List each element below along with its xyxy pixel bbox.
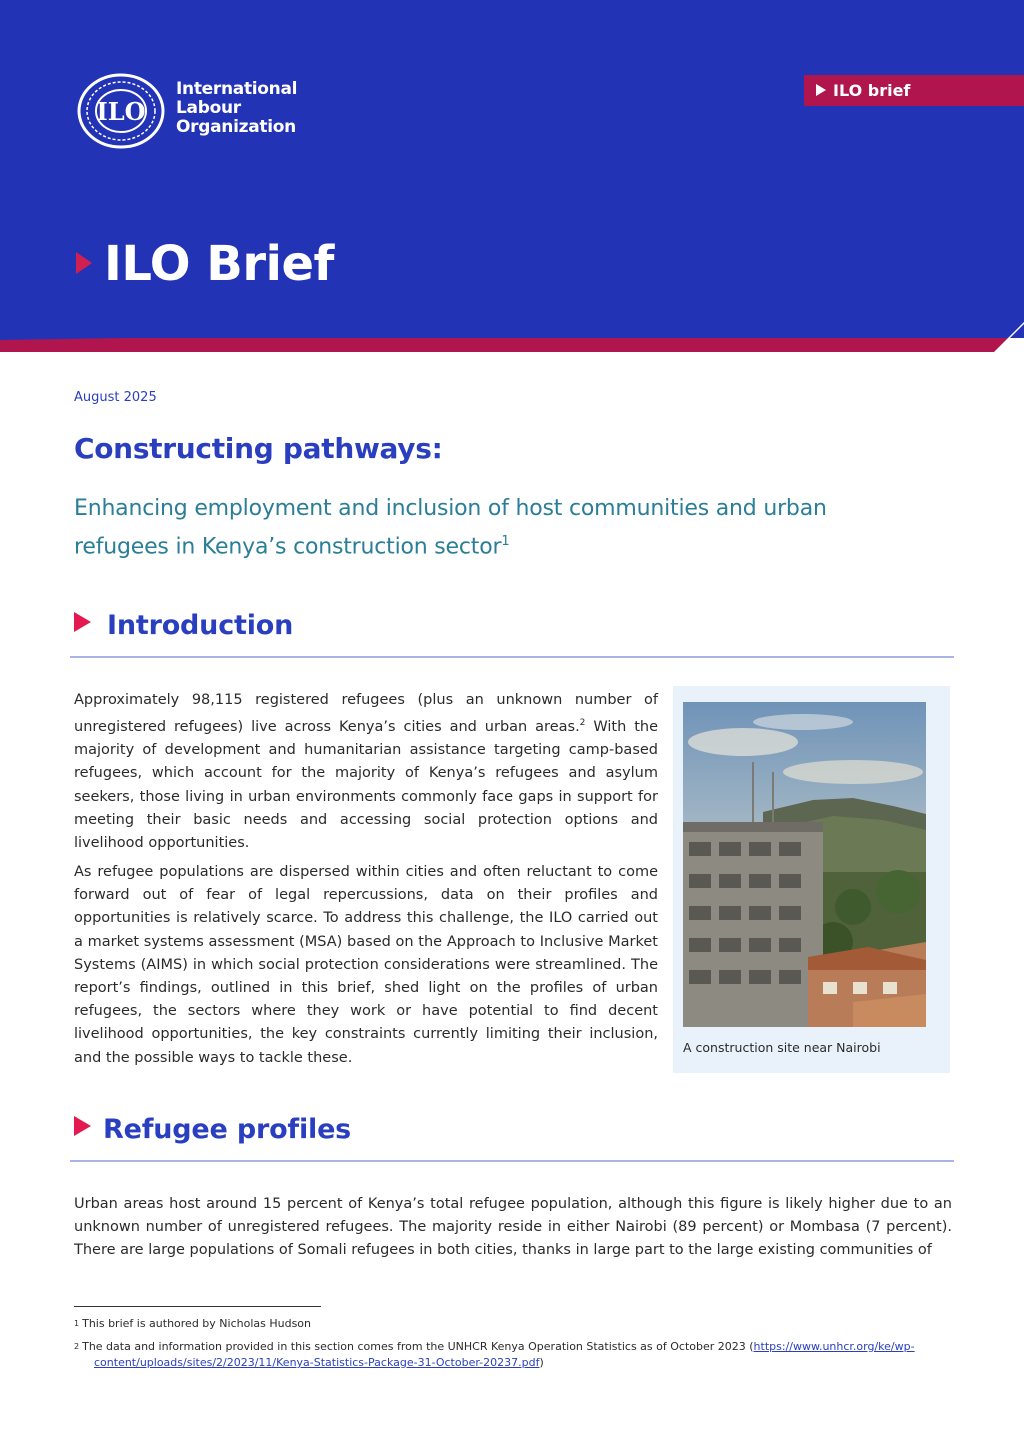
tag-label: ILO brief <box>833 81 911 100</box>
section-heading-text: Introduction <box>107 610 294 641</box>
figure-caption: A construction site near Nairobi <box>683 1040 881 1055</box>
footnote-ref[interactable]: 2 <box>579 718 586 729</box>
footnote-divider <box>74 1306 321 1307</box>
footnote-number: 2 <box>74 1342 80 1351</box>
logo-text: ILO <box>96 97 146 126</box>
organization-name <box>176 80 297 137</box>
footnote-link[interactable]: https://www.unhcr.org/ke/wp- <box>753 1340 915 1353</box>
footnote-text: The data and information provided in this section comes from the UNHCR Kenya Operation Statistics as of October 2023 ( <box>82 1340 754 1353</box>
profiles-paragraph-1: Urban areas host around 15 percent of Kenya’s total refugee population, although this figure is likely higher due to an unknown number of unregistered refugees. The majority reside in either Nairobi (89 percent) or Mombasa (7 percent). There are large populations of Somali refugees in both cities, thanks in large part to the large existing communities of <box>74 1196 952 1259</box>
brand-title-text: ILO Brief <box>104 236 334 292</box>
org-name-line-2: Labour <box>176 98 241 118</box>
intro-paragraph-2: As refugee populations are dispersed within cities and often reluctant to come forward out of fear of legal repercussions, data on their profiles and opportunities is relatively scarce. To address this challenge, the ILO carried out a market systems assessment (MSA) based on the Approach to Inclusive Market Systems (AIMS) in which social protection considerations were streamlined. The report’s findings, outlined in this brief, shed light on the profiles of urban refugees, the sectors where they work or have potential to find decent livelihood opportunities, the key constraints currently limiting their inclusion, and the possible ways to tackle these. <box>74 864 658 1066</box>
paragraph-text: With the majority of development and humanitarian assistance targeting camp-based refugees, which account for the majority of Kenya’s refugees and asylum seekers, those living in urban environments commonly face gaps in support for meeting their basic needs and accessing social protection options and livelihood opportunities. <box>74 719 658 852</box>
play-triangle-icon <box>74 612 91 632</box>
construction-site-photo <box>683 702 926 1027</box>
header-background <box>0 0 1024 352</box>
section-divider <box>70 1160 954 1162</box>
document-subtitle <box>74 492 894 563</box>
intro-paragraph-1 <box>74 689 658 855</box>
play-triangle-icon <box>76 252 92 274</box>
photo-figure <box>673 686 950 1073</box>
footnote-2 <box>74 1339 954 1371</box>
subtitle-line-2: refugees in Kenya’s construction sector <box>74 534 502 560</box>
ilo-brief-tag <box>804 75 1024 106</box>
section-heading-refugee-profiles <box>74 1114 351 1145</box>
brand-title <box>76 236 334 292</box>
section-divider <box>70 656 954 658</box>
play-triangle-icon <box>816 84 826 96</box>
section-heading-text: Refugee profiles <box>103 1114 352 1145</box>
org-name-line-1: International <box>176 79 298 99</box>
paragraph-text: Approximately 98,115 registered refugees (plus an unknown number of unregistered refugees) live across Kenya’s cities and urban areas. <box>74 692 658 736</box>
footnote-close: ) <box>539 1356 544 1369</box>
footnote-number: 1 <box>74 1319 80 1328</box>
section-heading-introduction <box>74 610 293 641</box>
subtitle-line-1: Enhancing employment and inclusion of host communities and urban <box>74 496 827 521</box>
footnote-text: This brief is authored by Nicholas Hudson <box>82 1317 312 1330</box>
footnote-link-continued[interactable]: content/uploads/sites/2/2023/11/Kenya-Statistics-Package-31-October-20237.pdf <box>94 1356 540 1369</box>
footnote-1 <box>74 1316 954 1332</box>
org-name-line-3: Organization <box>176 117 296 137</box>
ilo-logo-icon <box>75 72 167 150</box>
publication-date: August 2025 <box>74 390 157 405</box>
construction-site-image <box>683 702 926 1027</box>
footnote-ref[interactable]: 1 <box>501 534 510 549</box>
document-title: Constructing pathways: <box>74 432 443 465</box>
cover-header <box>0 0 1024 352</box>
play-triangle-icon <box>74 1116 91 1136</box>
